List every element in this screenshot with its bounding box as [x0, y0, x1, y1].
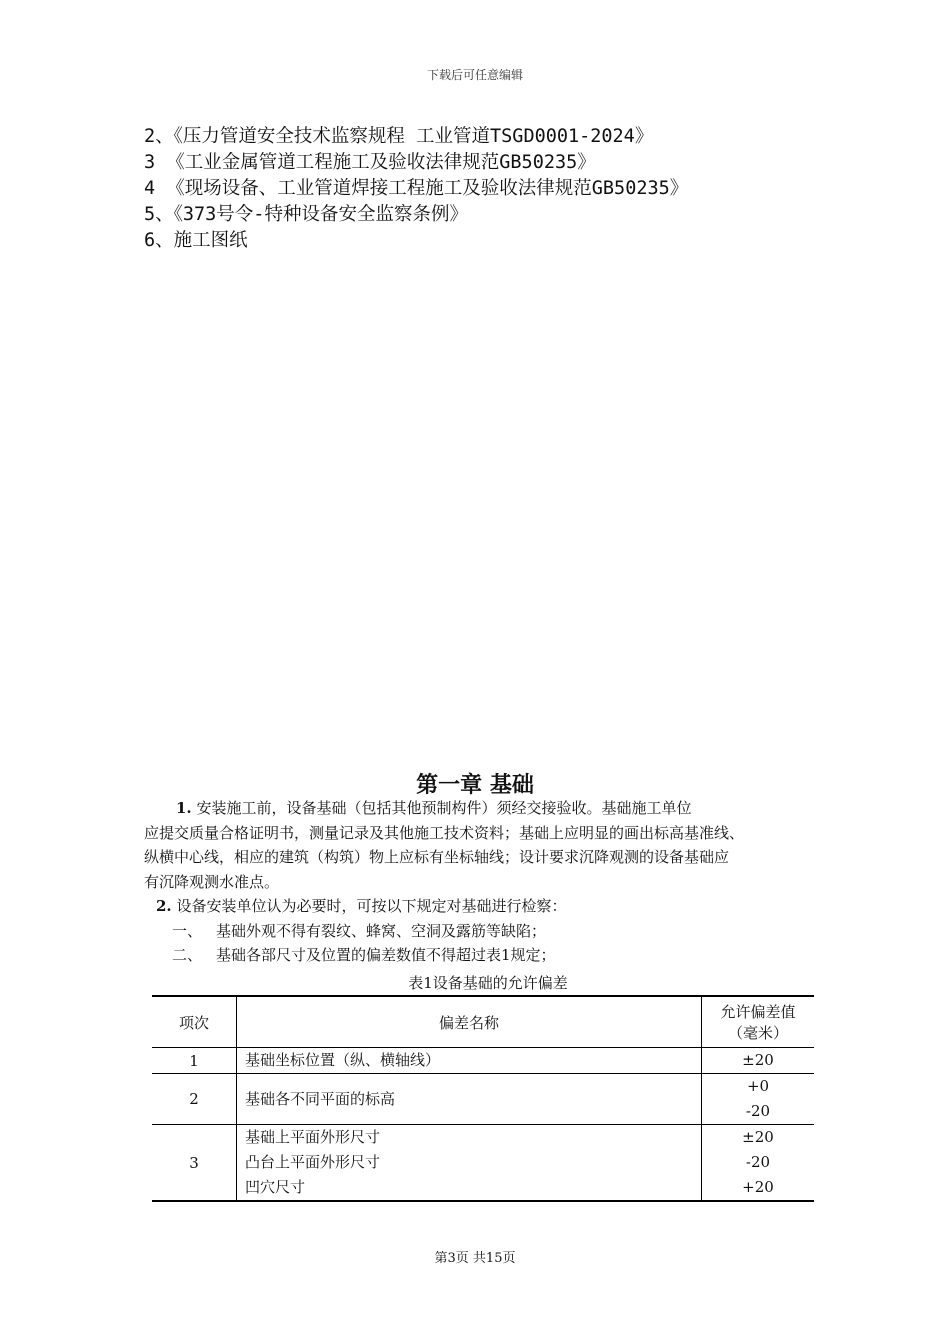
reference-item: 3 《工业金属管道工程施工及验收法律规范GB50235》: [144, 152, 596, 173]
row-value: +20: [742, 1178, 774, 1196]
row-name: 基础上平面外形尺寸: [245, 1128, 381, 1146]
list-item-number: 二、: [172, 946, 203, 964]
reference-list: [144, 124, 688, 254]
row-value: ±20: [742, 1051, 774, 1069]
reference-item: 5、《373号令-特种设备安全监察条例》: [144, 204, 468, 225]
row-value: ±20: [742, 1128, 774, 1146]
reference-item: 4 《现场设备、工业管道焊接工程施工及验收法律规范GB50235》: [144, 178, 689, 199]
row-name: 基础坐标位置（纵、横轴线）: [245, 1051, 441, 1069]
paragraph-number: 2.: [156, 897, 172, 915]
page-footer: 第3页 共15页: [434, 1251, 516, 1266]
row-number: 2: [152, 1074, 237, 1125]
row-name: 基础各不同平面的标高: [245, 1089, 396, 1108]
table-header-row: [152, 996, 814, 1048]
row-value-cell: [702, 1048, 815, 1074]
paragraph-number: 1.: [176, 799, 192, 817]
row-name: 凸台上平面外形尺寸: [245, 1153, 381, 1171]
table-row: [152, 1125, 814, 1202]
row-value-cell: [702, 1125, 815, 1202]
paragraph-1-line-4: 有沉降观测水准点。: [144, 872, 280, 891]
paragraph-1-line-2: 应提交质量合格证明书，测量记录及其他施工技术资料；基础上应明显的画出标高基准线、: [144, 823, 745, 842]
paragraph-2: [144, 894, 824, 919]
row-value: +0: [746, 1077, 770, 1095]
header-allowed-deviation-line1: 允许偏差值: [720, 1003, 796, 1021]
table-caption: 表1设备基础的允许偏差: [408, 974, 568, 992]
header-item-no: 项次: [152, 996, 237, 1048]
chapter-title: 第一章 基础: [416, 773, 534, 798]
list-item: [144, 943, 824, 968]
row-name-cell: [237, 1048, 702, 1074]
row-value: -20: [745, 1153, 771, 1171]
paragraph-1-line-1: [144, 796, 824, 821]
paragraph-text: 设备安装单位认为必要时，可按以下规定对基础进行检察：: [176, 897, 567, 915]
list-item-text: 基础外观不得有裂纹、蜂窝、空洞及露筋等缺陷；: [216, 921, 547, 940]
paragraph-1-line-3: 纵横中心线，相应的建筑（构筑）物上应标有坐标轴线；设计要求沉降观测的设备基础应: [144, 848, 730, 866]
table-row: [152, 1048, 814, 1074]
row-value-cell: [702, 1074, 815, 1125]
row-name: 凹穴尺寸: [245, 1178, 306, 1196]
chapter-body: [144, 796, 824, 968]
deviation-table: [152, 995, 814, 1202]
reference-item: 2、《压力管道安全技术监察规程 工业管道TSGD0001-2024》: [144, 126, 654, 147]
header-allowed-deviation: [702, 996, 815, 1048]
list-item-text: 基础各部尺寸及位置的偏差数值不得超过表1规定；: [216, 946, 556, 964]
row-number: 3: [152, 1125, 237, 1202]
row-name-cell: [237, 1074, 702, 1125]
header-allowed-deviation-unit: （毫米）: [727, 1024, 788, 1042]
row-name-cell: [237, 1125, 702, 1202]
reference-item: 6、施工图纸: [144, 230, 248, 251]
row-number: 1: [152, 1048, 237, 1074]
list-item-number: 一、: [172, 921, 203, 940]
list-item: [144, 919, 824, 944]
paragraph-text: 安装施工前，设备基础（包括其他预制构件）须经交接验收。基础施工单位: [196, 799, 692, 817]
page-header: 下载后可任意编辑: [426, 68, 523, 82]
row-value: -20: [745, 1102, 771, 1120]
table-row: [152, 1074, 814, 1125]
header-deviation-name: 偏差名称: [237, 996, 702, 1048]
